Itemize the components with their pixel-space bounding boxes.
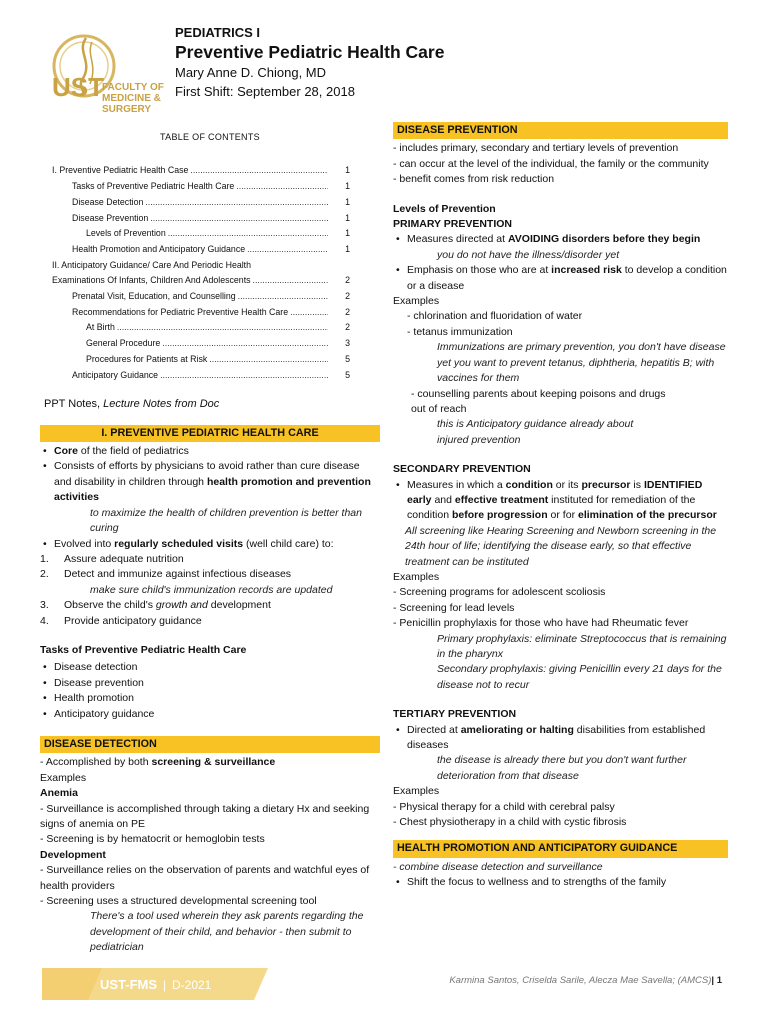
toc-row[interactable]: At Birth ..... 2 xyxy=(40,320,350,336)
text-line: Examples xyxy=(393,570,440,583)
text-line: - Accomplished by both screening & surveillance xyxy=(40,756,276,769)
text-line: - combine disease detection and surveillance xyxy=(393,860,603,873)
text-line: - Surveillance relies on the observation of parents and watchful eyes of health providers xyxy=(40,864,370,892)
note-text: Primary prophylaxis: eliminate Streptococcus that is remaining in the pharynx xyxy=(437,632,727,660)
footer-authors: Karmina Santos, Criselda Sarile, Alecza Mae Savella; (AMCS)| 1 xyxy=(449,975,722,986)
note-text: make sure child's immunization records are updated xyxy=(90,583,333,596)
note-text: this is Anticipatory guidance already about injured prevention xyxy=(437,418,634,446)
page-title: Preventive Pediatric Health Care xyxy=(175,42,445,62)
toc-row[interactable]: Examinations Of Infants, Children And Adolescents ..... 2 xyxy=(40,273,350,289)
toc-title: TABLE OF CONTENTS xyxy=(160,132,260,142)
svg-text:FACULTY OF: FACULTY OF xyxy=(102,82,164,93)
text-line: - tetanus immunization xyxy=(407,325,513,338)
toc-row[interactable]: Anticipatory Guidance ..... 5 xyxy=(40,368,350,384)
note-text: All screening like Hearing Screening and Newborn screening in the 24th hour of life; identifying the disease early, so that effective treatment can be instituted xyxy=(405,524,717,568)
toc-row[interactable]: I. Preventive Pediatric Health Case ..... 1 xyxy=(40,163,350,179)
toc-row[interactable]: General Procedure ..... 3 xyxy=(40,336,350,352)
section-banner: DISEASE DETECTION xyxy=(40,736,380,753)
list-item: 3. Observe the child's growth and development xyxy=(40,599,271,612)
list-item: • Directed at ameliorating or halting disabilities from established diseases xyxy=(393,723,728,754)
toc-row[interactable]: Disease Detection ..... 1 xyxy=(40,195,350,211)
note-text: the disease is already there but you don't want further deterioration from that disease xyxy=(437,754,687,782)
text-line: - counselling parents about keeping poisons and drugs out of reach xyxy=(411,387,666,415)
text-line: - Surveillance is accomplished through taking a dietary Hx and seeking signs of anemia on PE xyxy=(40,802,370,830)
list-item: • Evolved into regularly scheduled visits (well child care) to: xyxy=(40,537,380,552)
text-line: - Physical therapy for a child with cerebral palsy xyxy=(393,800,615,813)
note-text: There's a tool used wherein they ask parents regarding the development of their child, and behavior - then submit to pediatrician xyxy=(90,910,364,954)
list-item: • Core of the field of pediatrics xyxy=(40,444,380,459)
toc-row[interactable]: Health Promotion and Anticipatory Guidance ..... 1 xyxy=(40,242,350,258)
toc-row[interactable]: Disease Prevention ..... 1 xyxy=(40,211,350,227)
section-banner: DISEASE PREVENTION xyxy=(393,122,728,139)
text-line: - Screening is by hematocrit or hemoglobin tests xyxy=(40,833,265,846)
toc-row[interactable]: II. Anticipatory Guidance/ Care And Periodic Health xyxy=(52,259,252,270)
subheading: Development xyxy=(40,848,106,861)
text-line: - Screening uses a structured developmental screening tool xyxy=(40,895,317,908)
subsection-title: Levels of Prevention xyxy=(393,202,496,215)
text-line: - Screening for lead levels xyxy=(393,601,515,614)
right-column xyxy=(393,122,728,891)
svg-text:UST-FMS: UST-FMS xyxy=(100,977,158,992)
ppt-note: PPT Notes, Lecture Notes from Doc xyxy=(44,398,220,411)
text-line: - can occur at the level of the individual, the family or the community xyxy=(393,157,709,170)
toc-row[interactable]: Prenatal Visit, Education, and Counselling ..... 2 xyxy=(40,289,350,305)
shift-date: First Shift: September 28, 2018 xyxy=(175,84,355,99)
text-line: - Chest physiotherapy in a child with cystic fibrosis xyxy=(393,816,627,829)
note-text: Immunizations are primary prevention, you don't have disease yet you want to prevent tetanus, diphtheria, hepatitis B; with vaccines for them xyxy=(437,341,726,385)
text-line: Examples xyxy=(393,785,440,798)
text-line: - Penicillin prophylaxis for those who have had Rheumatic fever xyxy=(393,617,689,630)
list-item: • Emphasis on those who are at increased risk to develop a condition or a disease xyxy=(393,263,728,294)
author: Mary Anne D. Chiong, MD xyxy=(175,65,327,80)
svg-text:UST: UST xyxy=(52,72,104,102)
text-line: - includes primary, secondary and tertiary levels of prevention xyxy=(393,142,679,155)
course-label: PEDIATRICS I xyxy=(175,25,260,40)
subheading: PRIMARY PREVENTION xyxy=(393,218,513,231)
subheading: SECONDARY PREVENTION xyxy=(393,463,531,476)
text-line: Examples xyxy=(40,771,87,784)
toc-row[interactable]: Recommendations for Pediatric Preventive Health Care ..... 2 xyxy=(40,305,350,321)
list-item: • Anticipatory guidance xyxy=(40,707,380,722)
toc-row[interactable]: Levels of Prevention ..... 1 xyxy=(40,226,350,242)
text-line: Examples xyxy=(393,295,440,308)
note-text: you do not have the illness/disorder yet xyxy=(437,248,620,261)
subsection-title: Tasks of Preventive Pediatric Health Care xyxy=(40,643,247,656)
list-item: • Disease prevention xyxy=(40,676,380,691)
list-item: • Consists of efforts by physicians to avoid rather than cure disease and disability in children through health promotion and prevention activities xyxy=(40,459,380,505)
list-item: 4. Provide anticipatory guidance xyxy=(40,614,202,627)
text-line: - Screening programs for adolescent scoliosis xyxy=(393,586,606,599)
note-text: Secondary prophylaxis: giving Penicillin every 21 days for the disease not to recur xyxy=(437,663,722,691)
toc-row[interactable]: Tasks of Preventive Pediatric Health Care ..... 1 xyxy=(40,179,350,195)
list-item: • Measures in which a condition or its precursor is IDENTIFIED early and effective treatment instituted for remediation of the condition before progression or for elimination of the precursor xyxy=(393,478,728,524)
subheading: Anemia xyxy=(40,787,78,800)
ust-fms-logo xyxy=(46,28,164,120)
svg-text:MEDICINE &: MEDICINE & xyxy=(102,93,161,104)
svg-text:D-2021: D-2021 xyxy=(172,978,212,992)
list-item: • Disease detection xyxy=(40,660,380,675)
list-item: • Health promotion xyxy=(40,691,380,706)
note-text: to maximize the health of children prevention is better than curing xyxy=(90,506,362,535)
list-item: • Shift the focus to wellness and to strengths of the family xyxy=(393,875,728,890)
section-banner: I. PREVENTIVE PEDIATRIC HEALTH CARE xyxy=(40,425,380,442)
left-column xyxy=(40,122,380,956)
toc-row[interactable]: Procedures for Patients at Risk ..... 5 xyxy=(40,352,350,368)
section-banner: HEALTH PROMOTION AND ANTICIPATORY GUIDANCE xyxy=(393,840,728,857)
footer-brand xyxy=(42,968,268,1000)
list-item: • Measures directed at AVOIDING disorders before they begin xyxy=(393,232,728,247)
list-item: 1. Assure adequate nutrition xyxy=(40,552,184,565)
text-line: - chlorination and fluoridation of water xyxy=(407,310,583,323)
subheading: TERTIARY PREVENTION xyxy=(393,708,517,721)
svg-text:SURGERY: SURGERY xyxy=(102,104,152,115)
svg-text:|: | xyxy=(163,978,167,992)
page-header xyxy=(0,0,768,120)
list-item: 2. Detect and immunize against infectious diseases xyxy=(40,568,292,581)
table-of-contents xyxy=(40,163,350,383)
text-line: - benefit comes from risk reduction xyxy=(393,173,555,186)
